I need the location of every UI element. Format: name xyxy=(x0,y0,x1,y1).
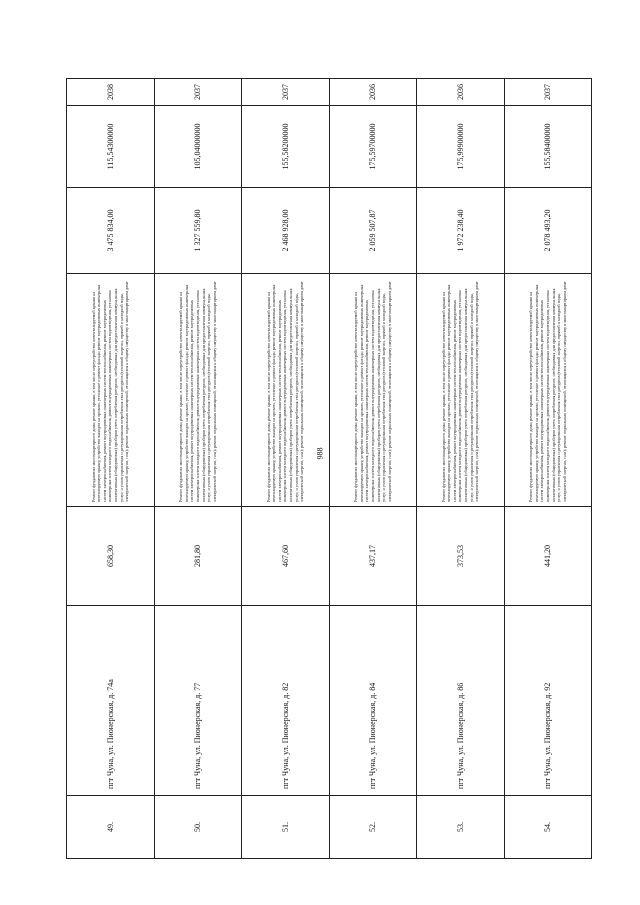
area-cell: 658,30 xyxy=(67,507,155,606)
specific-cost-cell: 155,58400000 xyxy=(504,106,592,188)
cost-cell: 2 468 928,00 xyxy=(242,188,330,274)
specific-cost-cell: 105,04000000 xyxy=(154,106,242,188)
year-cell: 2037 xyxy=(154,79,242,106)
cost-cell: 1 327 559,80 xyxy=(154,188,242,274)
works-cell: Ремонт фундамента многоквартирного дома; ремонт крыши, в том числе переустройство невентилируемой крыши на вентилируемую крышу, устройство выходов на кровлю, утепление и ремонт фасада; ремонт внутридомовых инженерных систем электроснабжения, ремонт внутридомовых инженерных систем теплоснабжения, ремонт внутридомовых инженерных систем холодного водоснабжения, ремонт внутридомовых инженерных систем водоотведения, установка коллективных (общедомовых) приборов учета потребления ресурсов, необходимых для предоставления коммунальных услуг, и узлов управления и регулирования потребления этих ресурсов (тепловой энергии, горячей и холодной воды, электрической энергии, газа); ремонт подвальных помещений, относящихся к общему имуществу в многоквартирном доме xyxy=(67,274,155,507)
works-cell: Ремонт фундамента многоквартирного дома; ремонт крыши, в том числе переустройство невентилируемой крыши на вентилируемую крышу, устройство выходов на кровлю, утепление и ремонт фасада; ремонт внутридомовых инженерных систем электроснабжения, ремонт внутридомовых инженерных систем теплоснабжения, ремонт внутридомовых инженерных систем холодного водоснабжения, ремонт внутридомовых инженерных систем водоотведения, установка коллективных (общедомовых) приборов учета потребления ресурсов, необходимых для предоставления коммунальных услуг, и узлов управления и регулирования потребления этих ресурсов (тепловой энергии, горячей и холодной воды, электрической энергии, газа); ремонт подвальных помещений, относящихся к общему имуществу в многоквартирном доме xyxy=(329,274,417,507)
table-row xyxy=(417,79,505,859)
table-row xyxy=(504,79,592,859)
address-cell: пгт Чуна, ул. Пионерская, д. 77 xyxy=(154,606,242,796)
row-number: 52. xyxy=(329,796,417,859)
row-number: 50. xyxy=(154,796,242,859)
works-cell: Ремонт фундамента многоквартирного дома; ремонт крыши, в том числе переустройство невентилируемой крыши на вентилируемую крышу, устройство выходов на кровлю, утепление и ремонт фасада; ремонт внутридомовых инженерных систем электроснабжения, ремонт внутридомовых инженерных систем теплоснабжения, ремонт внутридомовых инженерных систем холодного водоснабжения, ремонт внутридомовых инженерных систем водоотведения, установка коллективных (общедомовых) приборов учета потребления ресурсов, необходимых для предоставления коммунальных услуг, и узлов управления и регулирования потребления этих ресурсов (тепловой энергии, горячей и холодной воды, электрической энергии, газа); ремонт подвальных помещений, относящихся к общему имуществу в многоквартирном доме xyxy=(504,274,592,507)
specific-cost-cell: 175,99900000 xyxy=(417,106,505,188)
address-cell: пгт Чуна, ул. Пионерская, д. 92 xyxy=(504,606,592,796)
area-cell: 441,20 xyxy=(504,507,592,606)
year-cell: 2038 xyxy=(67,79,155,106)
table-row xyxy=(67,79,155,859)
cost-cell: 3 475 834,00 xyxy=(67,188,155,274)
specific-cost-cell: 175,59700000 xyxy=(329,106,417,188)
area-cell: 467,60 xyxy=(242,507,330,606)
repair-program-table xyxy=(66,78,592,859)
row-number: 51. xyxy=(242,796,330,859)
cost-cell: 2 078 493,20 xyxy=(504,188,592,274)
works-cell: Ремонт фундамента многоквартирного дома; ремонт крыши, в том числе переустройство невентилируемой крыши на вентилируемую крышу, устройство выходов на кровлю, утепление и ремонт фасада; ремонт внутридомовых инженерных систем электроснабжения, ремонт внутридомовых инженерных систем теплоснабжения, ремонт внутридомовых инженерных систем холодного водоснабжения, ремонт внутридомовых инженерных систем водоотведения, установка коллективных (общедомовых) приборов учета потребления ресурсов, необходимых для предоставления коммунальных услуг, и узлов управления и регулирования потребления этих ресурсов (тепловой энергии, горячей и холодной воды, электрической энергии, газа); ремонт подвальных помещений, относящихся к общему имуществу в многоквартирном доме xyxy=(154,274,242,507)
works-cell: Ремонт фундамента многоквартирного дома; ремонт крыши, в том числе переустройство невентилируемой крыши на вентилируемую крышу, устройство выходов на кровлю, утепление и ремонт фасада; ремонт внутридомовых инженерных систем электроснабжения, ремонт внутридомовых инженерных систем теплоснабжения, ремонт внутридомовых инженерных систем холодного водоснабжения, ремонт внутридомовых инженерных систем водоотведения, установка коллективных (общедомовых) приборов учета потребления ресурсов, необходимых для предоставления коммунальных услуг, и узлов управления и регулирования потребления этих ресурсов (тепловой энергии, горячей и холодной воды, электрической энергии, газа); ремонт подвальных помещений, относящихся к общему имуществу в многоквартирном доме xyxy=(417,274,505,507)
table-row xyxy=(242,79,330,859)
address-cell: пгт Чуна, ул. Пионерская, д. 84 xyxy=(329,606,417,796)
area-cell: 281,80 xyxy=(154,507,242,606)
year-cell: 2037 xyxy=(504,79,592,106)
year-cell: 2036 xyxy=(329,79,417,106)
address-cell: пгт Чуна, ул. Пионерская, д. 82 xyxy=(242,606,330,796)
specific-cost-cell: 115,54300000 xyxy=(67,106,155,188)
works-cell: Ремонт фундамента многоквартирного дома; ремонт крыши, в том числе переустройство невентилируемой крыши на вентилируемую крышу, устройство выходов на кровлю, утепление и ремонт фасада; ремонт внутридомовых инженерных систем электроснабжения, ремонт внутридомовых инженерных систем теплоснабжения, ремонт внутридомовых инженерных систем холодного водоснабжения, ремонт внутридомовых инженерных систем водоотведения, установка коллективных (общедомовых) приборов учета потребления ресурсов, необходимых для предоставления коммунальных услуг, и узлов управления и регулирования потребления этих ресурсов (тепловой энергии, горячей и холодной воды, электрической энергии, газа); ремонт подвальных помещений, относящихся к общему имуществу в многоквартирном доме xyxy=(242,274,330,507)
year-cell: 2037 xyxy=(242,79,330,106)
row-number: 49. xyxy=(67,796,155,859)
address-cell: пгт Чуна, ул. Пионерская, д. 86 xyxy=(417,606,505,796)
address-cell: пгт Чуна, ул. Пионерская, д. 74а xyxy=(67,606,155,796)
cost-cell: 2 059 507,87 xyxy=(329,188,417,274)
page-number-text: 988 xyxy=(315,447,325,459)
row-number: 54. xyxy=(504,796,592,859)
specific-cost-cell: 155,58200000 xyxy=(242,106,330,188)
table-row xyxy=(154,79,242,859)
row-number: 53. xyxy=(417,796,505,859)
table-row xyxy=(329,79,417,859)
area-cell: 373,53 xyxy=(417,507,505,606)
cost-cell: 1 972 238,40 xyxy=(417,188,505,274)
year-cell: 2036 xyxy=(417,79,505,106)
area-cell: 437,17 xyxy=(329,507,417,606)
